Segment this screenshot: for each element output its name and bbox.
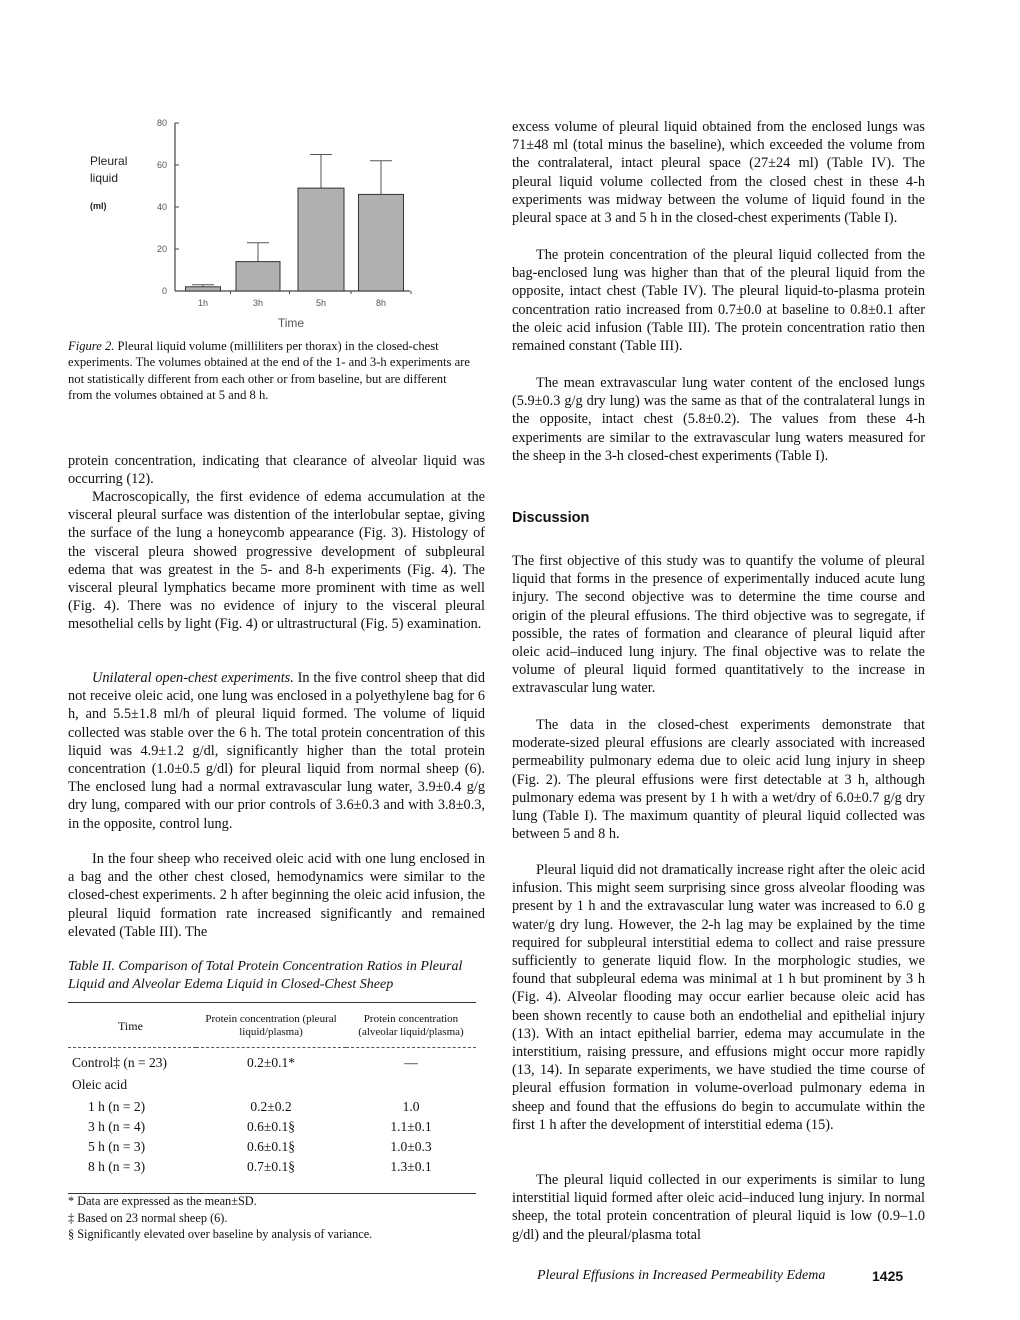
bar-3h <box>236 262 280 291</box>
bar-1h <box>186 287 221 291</box>
cell: 0.7±0.1§ <box>247 1159 295 1174</box>
paragraph-lead: Unilateral open-chest experiments. <box>92 670 294 686</box>
paragraph: The protein concentration of the pleural liquid collected from the bag-enclosed lung was higher than that of the pleural liquid from the opposite, intact chest (Table IV). The pleural liquid-to-plasma protein concentration ratio increased from 0.7±0.0 at baseline to 0.8±0.1 after the oleic acid infusion (Table III). The protein concentration ratio then remained constant (Table III). <box>512 247 925 355</box>
paragraph: Macroscopically, the first evidence of edema accumulation at the visceral pleural surface was distention of the interlobular septae, giving the surface of the lung a honeycomb appearance (Fig. 3). Histology of the visceral pleura showed progressive development of subpleural edema that was greatest in the 5- and 8-h experiments (Fig. 4). The visceral pleural lymphatics became more prominent with time as well (Fig. 4). There was no evidence of injury to the visceral pleural mesothelial cells by light (Fig. 4) or ultrastructural (Fig. 5) examination. <box>68 489 485 633</box>
bar-5h <box>298 188 344 291</box>
x-axis-label: Time <box>277 316 305 330</box>
cell: 1.0 <box>402 1099 420 1114</box>
cell: 1.1±0.1 <box>390 1119 432 1134</box>
x-tick-label: 8h <box>375 298 387 308</box>
figure-2-bar-chart <box>60 110 500 340</box>
table-row <box>68 1073 476 1097</box>
table-footnotes <box>68 1193 488 1243</box>
table-bottom-rule <box>68 1177 476 1194</box>
figure-caption <box>68 338 473 404</box>
paragraph: protein concentration, indicating that clearance of alveolar liquid was occurring (12). <box>68 453 485 488</box>
bar-8h <box>359 194 404 291</box>
row-label: 5 h (n = 3) <box>88 1139 146 1154</box>
paragraph: In the four sheep who received oleic acid with one lung enclosed in a bag and the other chest closed, hemodynamics were similar to the closed-chest experiments. 2 h after beginning the oleic acid infusion, the pleural liquid formation rate increased significantly and remained elevated (Table III). The <box>68 851 485 940</box>
cell: 0.6±0.1§ <box>247 1139 295 1154</box>
section-heading: Discussion <box>512 510 590 526</box>
cell: 1.3±0.1 <box>390 1159 432 1174</box>
cell: — <box>404 1055 418 1070</box>
table-row <box>68 1048 476 1074</box>
footnote: § Significantly elevated over baseline by analysis of variance. <box>68 1227 373 1241</box>
cell: 1.0±0.3 <box>390 1139 432 1154</box>
paragraph: The mean extravascular lung water content of the enclosed lungs (5.9±0.3 g/g dry lung) was the same as that of the contralateral lungs in the opposite, intact chest (5.8±0.2). The values from these 4-h experiments are similar to the extravascular lung waters measured for the sheep in the 3-h closed-chest experiments (Table I). <box>512 375 925 464</box>
running-title: Pleural Effusions in Increased Permeability Edema <box>537 1268 826 1283</box>
x-tick-label: 1h <box>197 298 209 308</box>
x-tick-label: 3h <box>252 298 264 308</box>
row-label: 8 h (n = 3) <box>88 1159 146 1174</box>
table-row <box>68 1157 476 1177</box>
cell <box>346 1073 476 1097</box>
paragraph: excess volume of pleural liquid obtained from the enclosed lungs was 71±48 ml (total minus the baseline), which exceeded the volume from the contralateral, intact pleural space (27±24 ml) (Table IV). The pleural liquid volume collected from the closed chest in these 4-h experiments was midway between the volume of liquid found in the pleural space at 3 and 5 h in the closed-chest experiments (Table I). <box>512 119 925 227</box>
footnote: * Data are expressed as the mean±SD. <box>68 1194 257 1208</box>
paragraph: The pleural liquid collected in our experiments is similar to lung interstitial liquid formed after oleic acid–induced lung injury. In normal sheep, the total protein concentration of pleural liquid is low (0.9–1.0 g/dl) and the pleural/plasma total <box>512 1172 925 1243</box>
cell <box>196 1073 346 1097</box>
table-row <box>68 1117 476 1137</box>
y-tick-label: 60 <box>156 160 167 170</box>
cell: 0.2±0.2 <box>250 1099 292 1114</box>
cell: 0.2±0.1* <box>247 1055 295 1070</box>
paragraph-text: In the five control sheep that did not receive oleic acid, one lung was enclosed in a polyethylene bag for 6 h, and 5.5±1.8 ml/h of pleural liquid formed. The volume of liquid collected was stable over the 6 h. The total protein concentration of this liquid was 4.9±1.2 g/dl, significantly higher than the total protein concentration (1.0±0.5 g/dl) for pleural liquid from normal sheep (6). The enclosed lung had a normal extravascular lung water, 3.9±0.4 g/g dry lung, compared with our prior controls of 3.6±0.3 and with 3.8±0.3, in the opposite, control lung. <box>68 670 485 832</box>
row-label: Control‡ (n = 23) <box>72 1055 167 1070</box>
figure-label: Figure 2. <box>68 339 115 353</box>
column-header: Protein concentration (alveolar liquid/plasma) <box>358 1013 464 1038</box>
y-axis-label: Pleural <box>90 154 128 168</box>
figure-caption-text: Pleural liquid volume (milliliters per thorax) in the closed-chest experiments. The volumes obtained at the end of the 1- and 3-h experiments are not statistically different from each other or from baseline, but are different from the volumes obtained at 5 and 8 h. <box>68 339 470 403</box>
y-tick-label: 80 <box>156 118 167 128</box>
footnote: ‡ Based on 23 normal sheep (6). <box>68 1210 228 1225</box>
paragraph: Pleural liquid did not dramatically increase right after the oleic acid infusion. This might seem surprising since gross alveolar flooding was present by 1 h and the extravascular lung water was increased to 6.0 g water/g dry lung. However, the 2-h lag may be explained by the time required for subpleural interstitial edema to collect and raise pressure sufficiently to generate liquid flow. In the morphologic studies, we found that subpleural edema was minimal at 1 h but prominent by 3 h (Fig. 4). Alveolar flooding may occur earlier because oleic acid has been shown recently to cause both an endothelial and epithelial injury (13). With an intact epithelial barrier, edema may accumulate in the interstitium, raising pressure, and effusions might occur more rapidly (13, 14). In separate experiments, we have studied the time course of pleural effusion formation in volume-overload pulmonary edema in sheep and found that the effusions do begin to accumulate within the first 1 h after the development of interstitial edema (15). <box>512 862 925 1133</box>
row-label: Oleic acid <box>72 1077 128 1092</box>
y-axis-label: liquid <box>90 171 119 185</box>
paragraph: The data in the closed-chest experiments demonstrate that moderate-sized pleural effusions are clearly associated with increased permeability pulmonary edema due to oleic acid lung injury in sheep (Fig. 2). The pleural effusions were first detectable at 3 h, although pulmonary edema was present by 1 h with a wet/dry of 6.0±0.7 g/g dry lung (Table I). The maximum quantity of pleural liquid collected was between 5 and 8 h. <box>512 717 925 843</box>
y-axis-label: (ml) <box>90 201 107 211</box>
paragraph <box>68 669 485 833</box>
row-label: 3 h (n = 4) <box>88 1119 146 1134</box>
table-caption: Table II. Comparison of Total Protein Concentration Ratios in Pleural Liquid and Alveolar Edema Liquid in Closed-Chest Sheep <box>68 959 463 993</box>
x-tick-label: 5h <box>315 298 327 308</box>
table-row <box>68 1097 476 1117</box>
column-header: Protein concentration (pleural liquid/plasma) <box>205 1013 337 1038</box>
paragraph: The first objective of this study was to quantify the volume of pleural liquid that forms in the presence of experimentally induced acute lung injury. The second objective was to determine the time course and origin of the pleural effusions. The third objective was to segregate, if possible, the rates of formation and clearance of pleural liquid after oleic acid–induced lung injury. The final objective was to relate the volume of pleural liquid formed quantitatively to the increase in extravascular lung water. <box>512 553 925 697</box>
y-tick-label: 0 <box>161 286 167 296</box>
table-row <box>68 1137 476 1157</box>
cell: 0.6±0.1§ <box>247 1119 295 1134</box>
page-number: 1425 <box>872 1268 904 1284</box>
y-tick-label: 40 <box>156 202 167 212</box>
row-label: 1 h (n = 2) <box>88 1099 146 1114</box>
y-tick-label: 20 <box>156 244 167 254</box>
table-ii <box>68 1002 476 1194</box>
column-header: Time <box>118 1018 143 1033</box>
